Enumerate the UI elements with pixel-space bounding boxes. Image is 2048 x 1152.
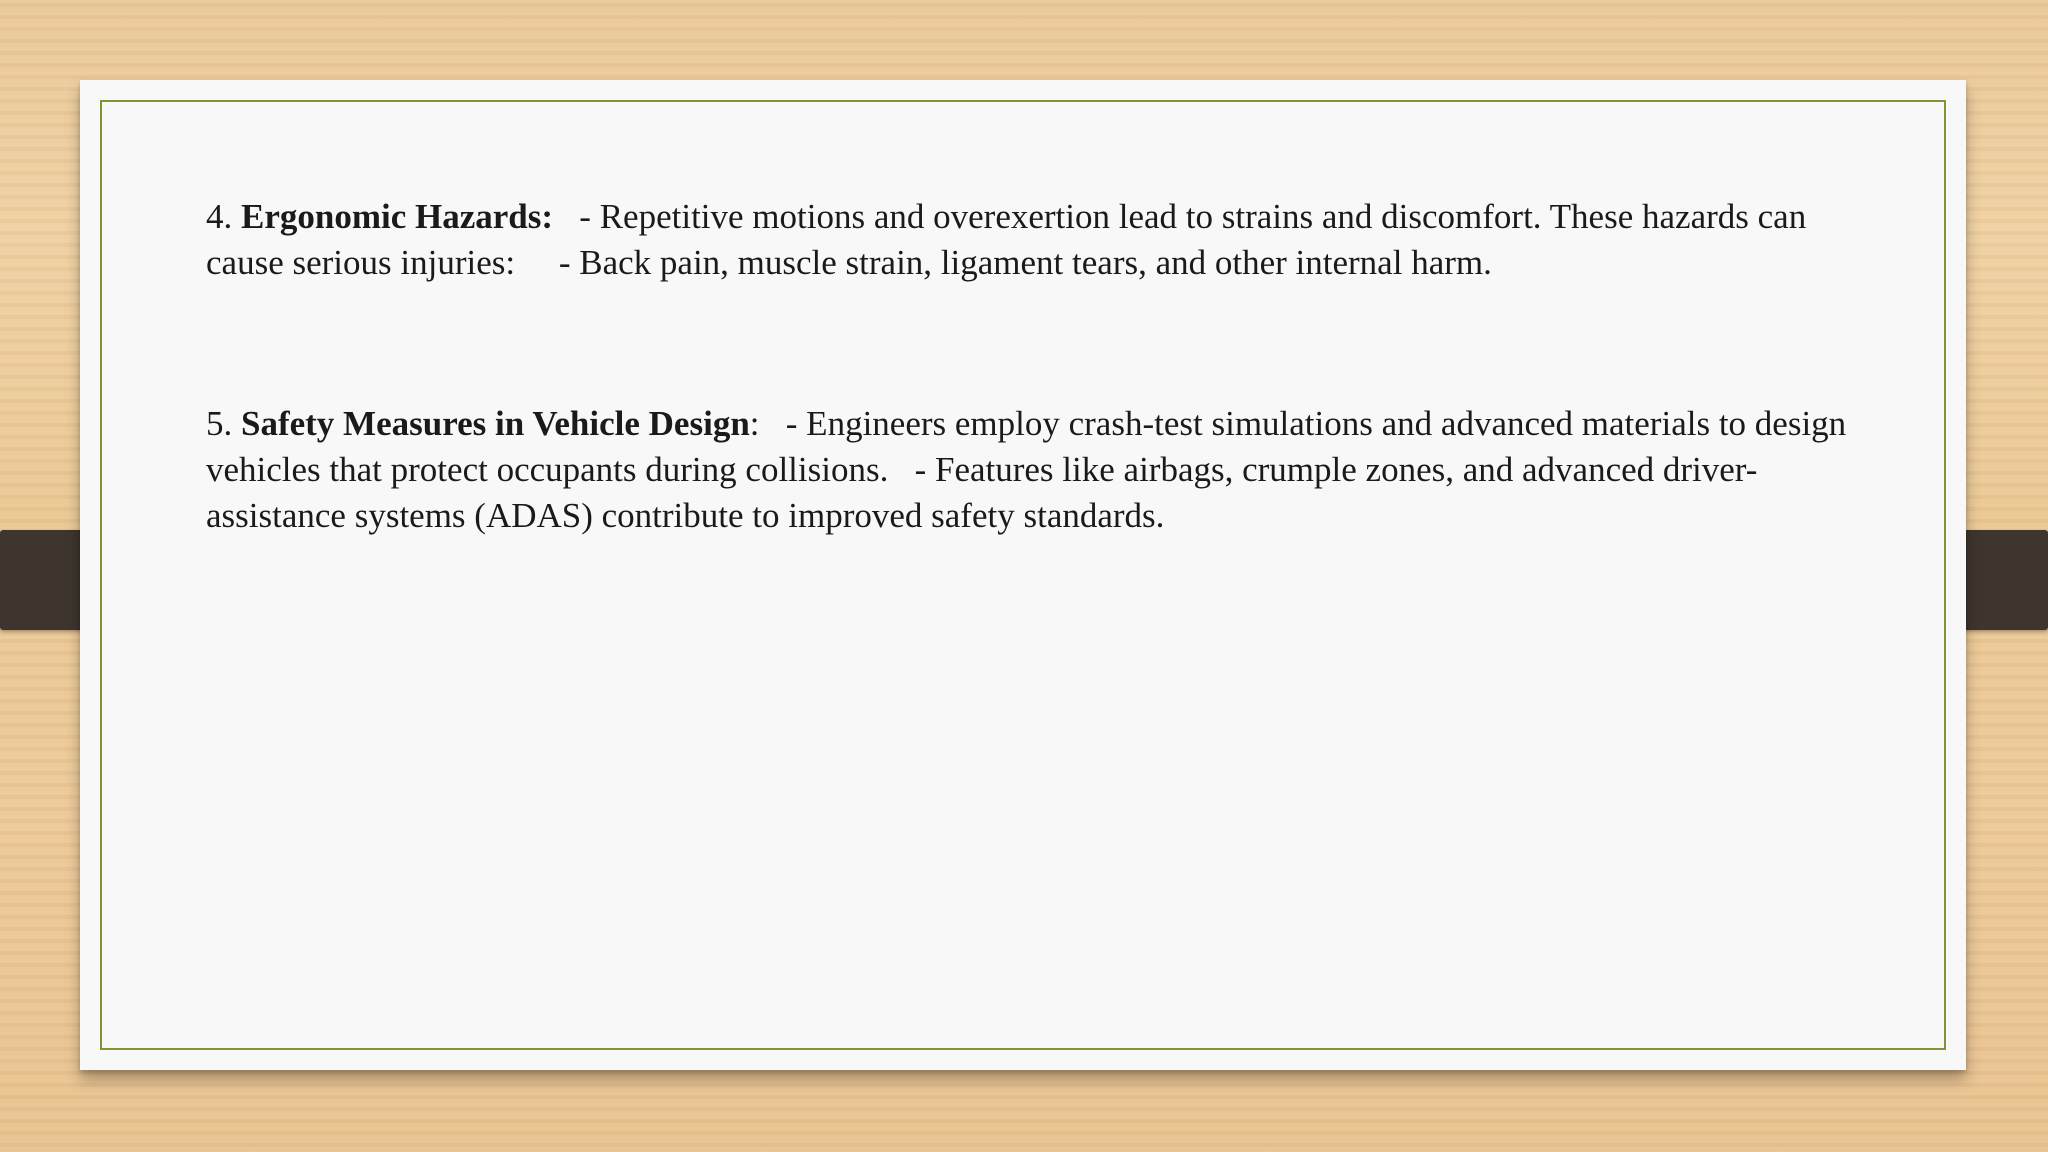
item-number: 4. — [206, 197, 233, 236]
item-title: Ergonomic Hazards: — [241, 197, 554, 236]
item-body: - Engineers employ crash-test simulations and advanced materials to design vehicles that protect occupants during collisions. - Features like airbags, crumple zones, and advanced driver-assistance systems (ADAS) contribute to improved safety standards. — [206, 404, 1855, 535]
slide — [80, 80, 1966, 1070]
item-body: - Repetitive motions and overexertion lead to strains and discomfort. These hazards can cause serious injuries: - Back pain, muscle strain, ligament tears, and other internal harm. — [206, 197, 1815, 282]
vehicle-safety-paragraph — [206, 401, 1876, 539]
ergonomic-hazards-paragraph — [206, 194, 1876, 286]
slide-content — [206, 194, 1876, 539]
item-title: Safety Measures in Vehicle Design — [241, 404, 750, 443]
item-title-suffix: : — [749, 404, 760, 443]
item-number: 5. — [206, 404, 233, 443]
